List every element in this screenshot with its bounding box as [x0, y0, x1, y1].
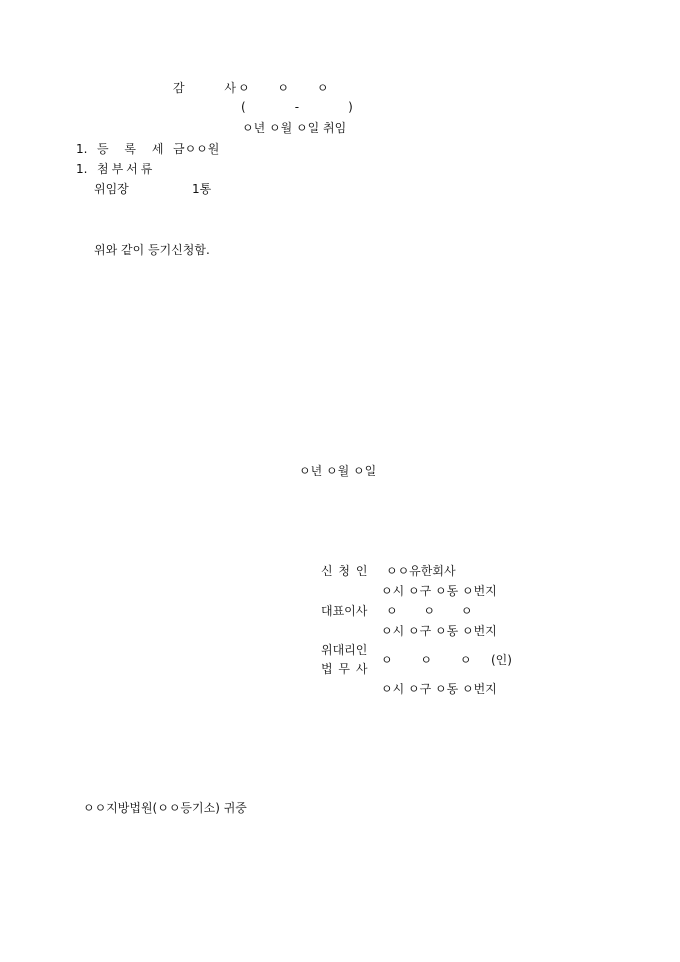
item-number: 1. — [76, 142, 88, 156]
attachment-name: 위임장 — [94, 182, 129, 196]
applicant-label: 신 청 인 — [321, 564, 368, 578]
agent-label: 위대리인 — [321, 643, 368, 657]
registration-tax-label: 등 록 세 — [97, 142, 164, 156]
applicant-company: ㅇㅇ유한회사 — [386, 564, 456, 578]
attachment-count: 1통 — [192, 182, 212, 196]
agent-name: ㅇ ㅇ ㅇ — [381, 653, 472, 667]
attachments-label: 첨부서류 — [97, 162, 156, 176]
auditor-name: ㅇ ㅇ ㅇ — [238, 81, 329, 95]
applicant-company-address: ㅇ시 ㅇ구 ㅇ동 ㅇ번지 — [381, 584, 497, 598]
auditor-appointed-date: ㅇ년 ㅇ월 ㅇ일 취임 — [242, 121, 347, 135]
agent-address: ㅇ시 ㅇ구 ㅇ동 ㅇ번지 — [381, 682, 497, 696]
application-statement: 위와 같이 등기신청함. — [94, 243, 210, 257]
item-number: 1. — [76, 162, 88, 176]
representative-label: 대표이사 — [321, 604, 368, 618]
representative-name: ㅇ ㅇ ㅇ — [386, 604, 473, 618]
auditor-title: 감 사 — [173, 81, 254, 95]
registration-tax-value: 금ㅇㅇ원 — [173, 142, 220, 156]
court-addressee: ㅇㅇ지방법원(ㅇㅇ등기소) 귀중 — [83, 801, 247, 815]
representative-address: ㅇ시 ㅇ구 ㅇ동 ㅇ번지 — [381, 624, 497, 638]
judicial-scrivener-label: 법 무 사 — [321, 662, 368, 676]
auditor-id-number: ( - ) — [241, 100, 353, 114]
application-date: ㅇ년 ㅇ월 ㅇ일 — [299, 464, 377, 478]
seal-mark: (인) — [491, 653, 512, 667]
